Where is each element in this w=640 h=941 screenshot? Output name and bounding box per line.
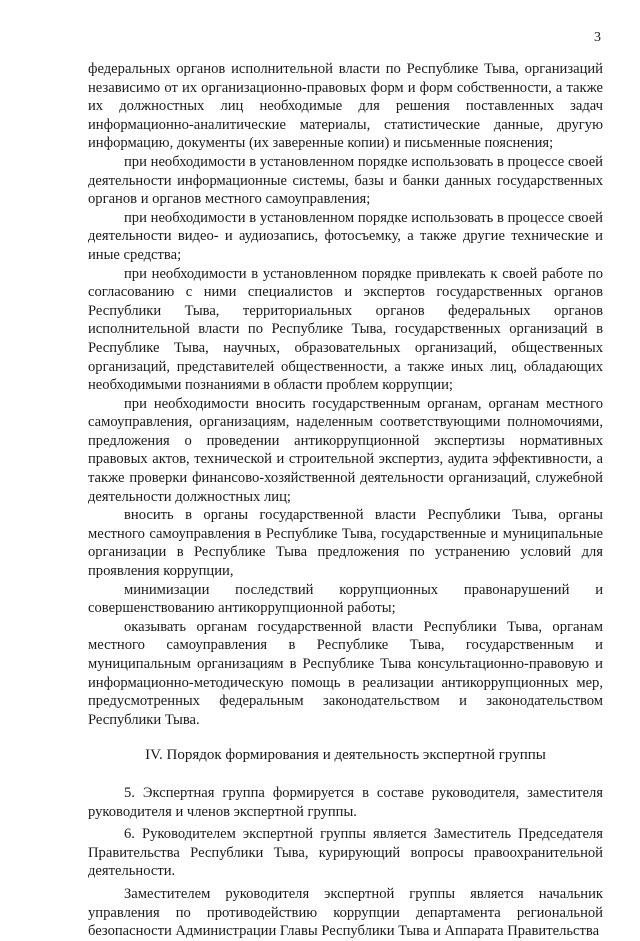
paragraph: при необходимости в установленном порядке привлекать к своей работе по согласованию с ними специалистов и экспертов государственных органов Республики Тыва, территориальных органов федеральных органов исполнительной власти по Республике Тыва, государственных организаций в Республике Тыва, научных, образовательных организаций, общественных организаций, представителей общественности, а также иных лиц, обладающих необходимыми познаниями в области проблем коррупции; <box>88 265 603 394</box>
paragraph: минимизации последствий коррупционных правонарушений и совершенствованию антикоррупционной работы; <box>88 581 603 617</box>
paragraph: при необходимости вносить государственным органам, органам местного самоуправления, организациям, наделенным соответствующими полномочиями, предложения о проведении антикоррупционной экспертизы нормативных правовых актов, технической и строительной экспертиз, аудита эффективности, а также проверки финансово-хозяйственной деятельности организаций, служебной деятельности должностных лиц; <box>88 395 603 505</box>
page-number: 3 <box>594 30 601 45</box>
paragraph: Заместителем руководителя экспертной группы является начальник управления по противодействию коррупции департамента региональной безопасности Администрации Главы Республики Тыва и Аппарата Правительства <box>88 885 603 940</box>
document-body <box>88 60 603 941</box>
paragraph: вносить в органы государственной власти Республики Тыва, органы местного самоуправления в Республике Тыва, государственные и муниципальные организации в Республике Тыва предложения по устранению условий для проявления коррупции, <box>88 507 603 580</box>
paragraph: при необходимости в установленном порядке использовать в процессе своей деятельности видео- и аудиозапись, фотосъемку, а также другие технические и иные средства; <box>88 209 603 263</box>
paragraph: при необходимости в установленном порядке использовать в процессе своей деятельности информационные системы, базы и банки данных государственных органов и органов местного самоуправления; <box>88 153 603 208</box>
paragraph: 5. Экспертная группа формируется в составе руководителя, заместителя руководителя и членов экспертной группы. <box>88 784 603 820</box>
section-heading: IV. Порядок формирования и деятельность экспертной группы <box>145 747 546 764</box>
paragraph: 6. Руководителем экспертной группы является Заместитель Председателя Правительства Республики Тыва, курирующий вопросы правоохранительной деятельности. <box>88 826 603 880</box>
paragraph: федеральных органов исполнительной власти по Республике Тыва, организаций независимо от их организационно-правовых форм и форм собственности, а также их должностных лиц необходимые для решения поставленных задач информационно-аналитические материалы, статистические данные, другую информацию, документы (их заверенные копии) и письменные пояснения; <box>88 61 603 152</box>
paragraph: оказывать органам государственной власти Республики Тыва, органам местного самоуправления в Республике Тыва, государственным и муниципальным организациям в Республике Тыва консультационно-правовую и информационно-методическую помощь в реализации антикоррупционных мер, предусмотренных федеральным законодательством и законодательством Республики Тыва. <box>88 618 603 728</box>
